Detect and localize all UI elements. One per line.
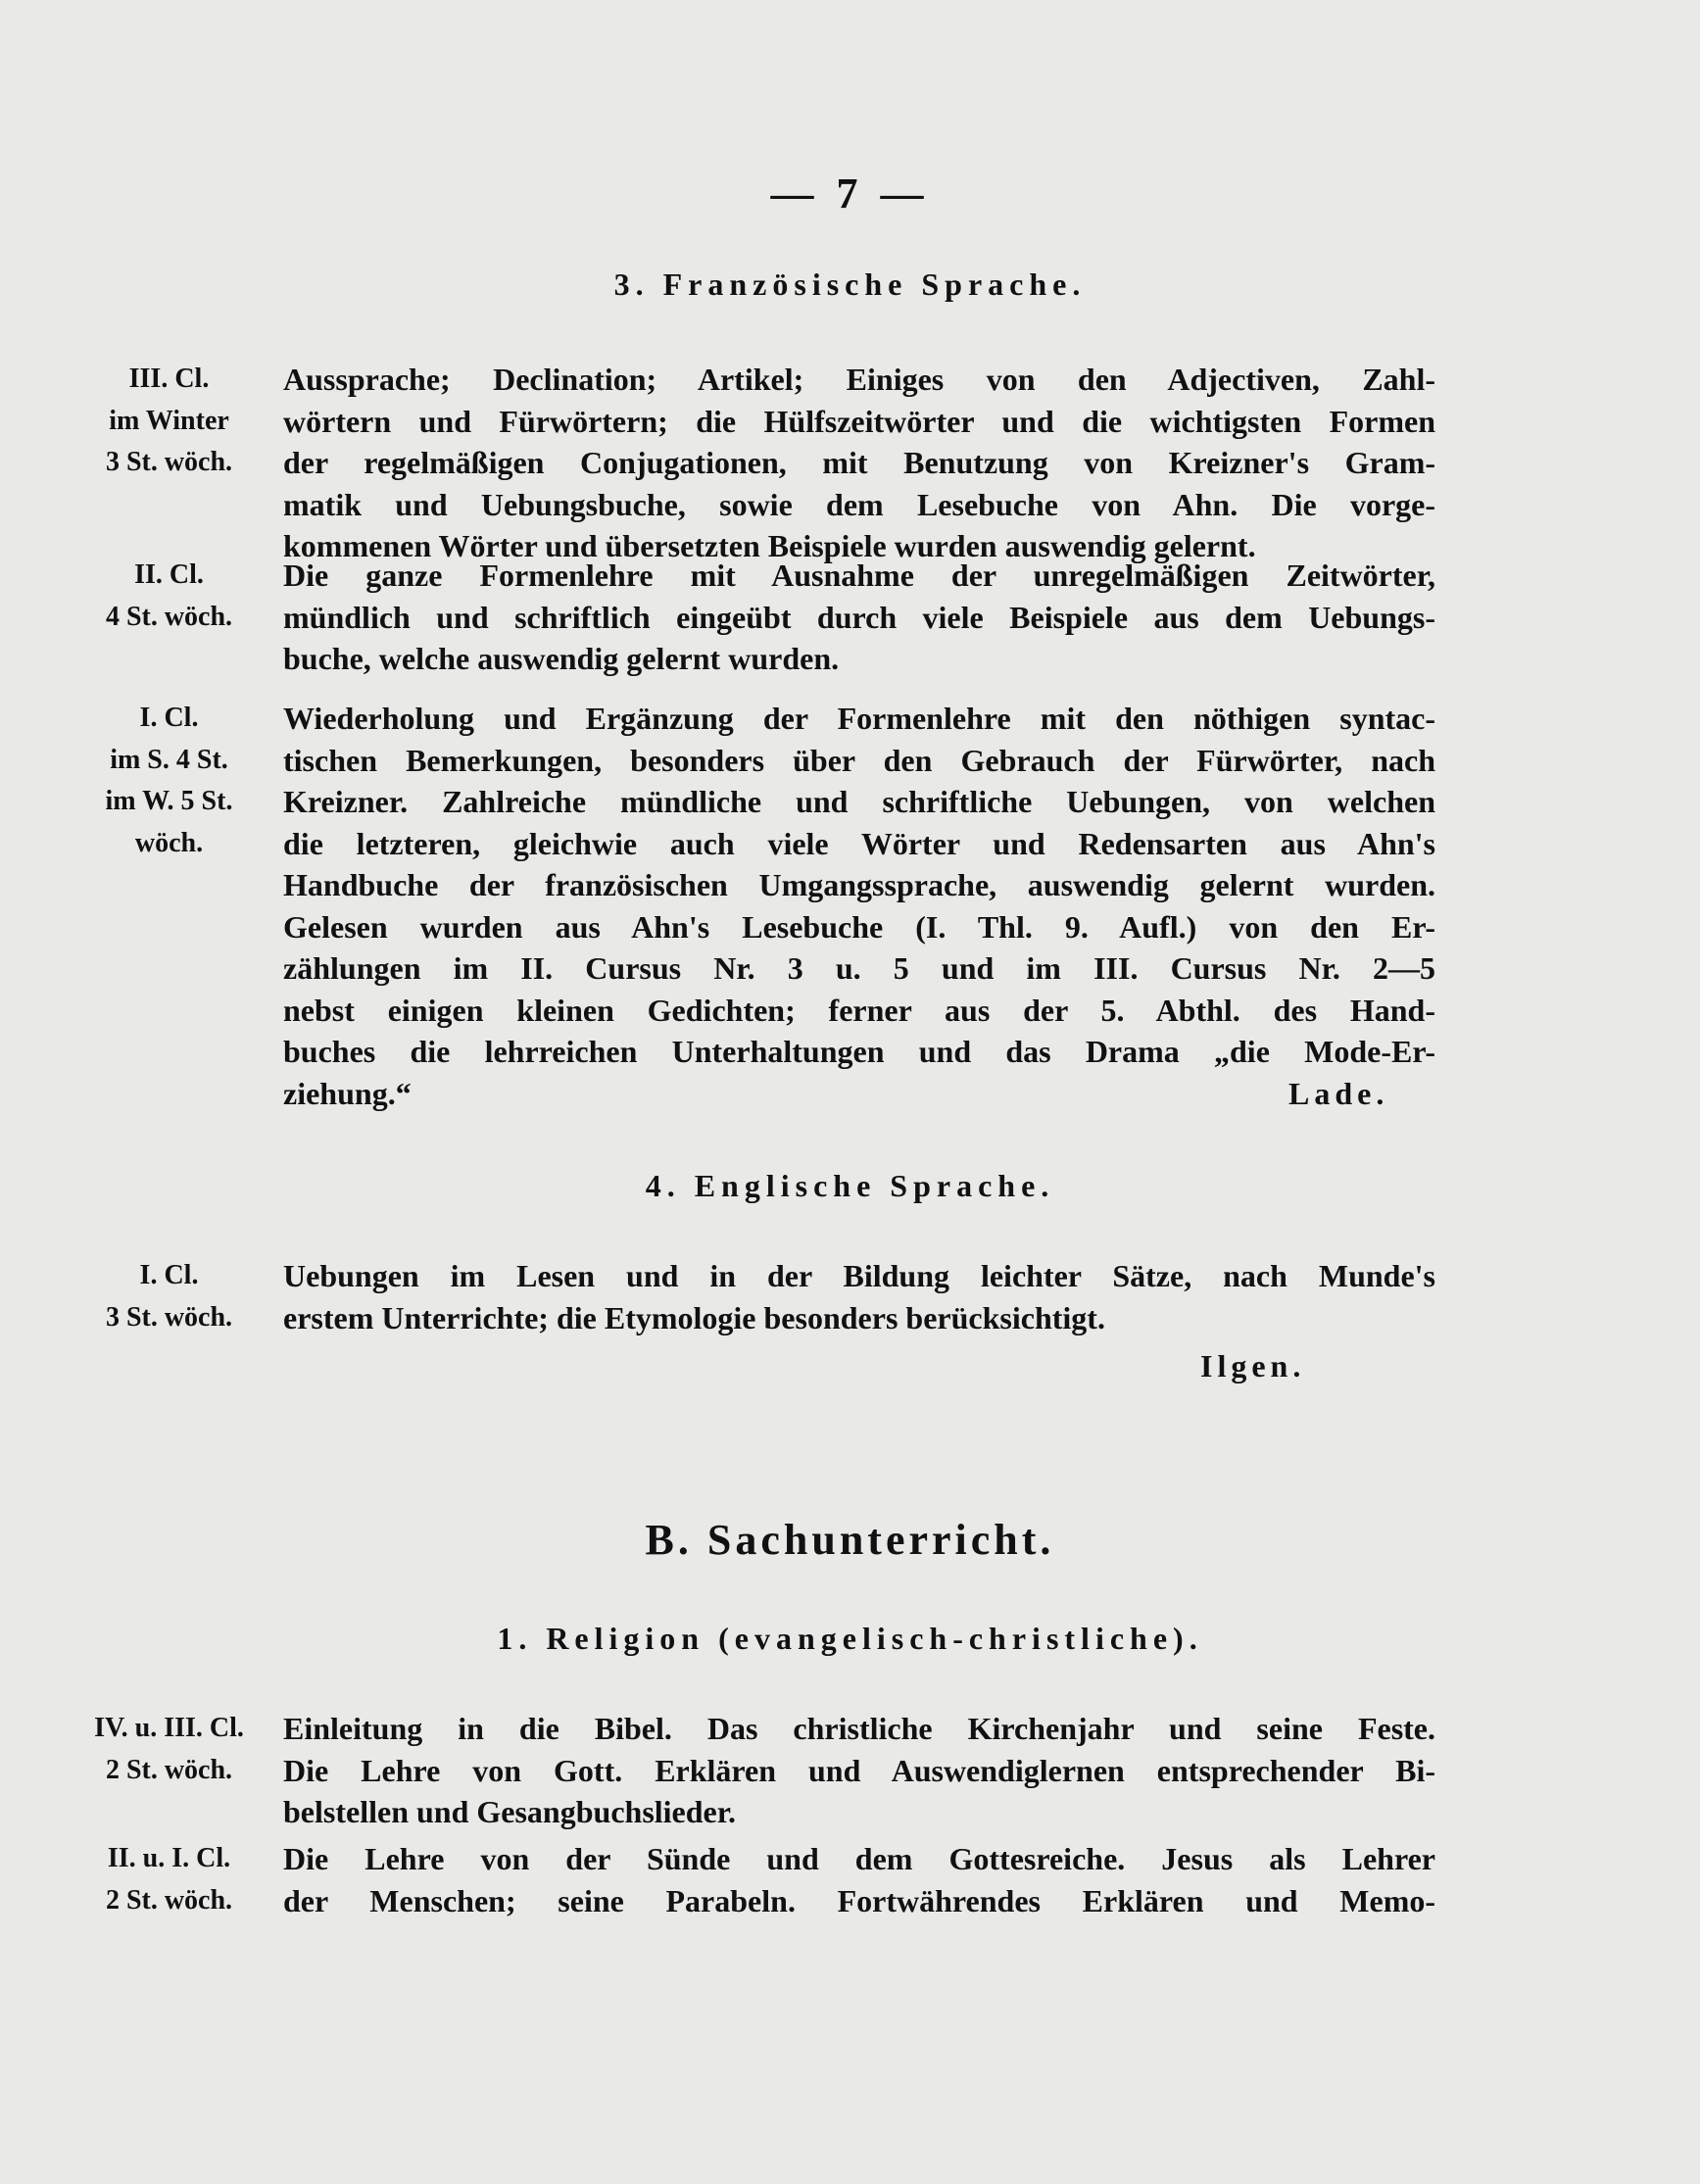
paragraph bbox=[283, 1708, 1435, 1833]
class-hours-label bbox=[69, 698, 269, 864]
class-hours-label bbox=[69, 555, 269, 638]
text-line: Kreizner. Zahlreiche mündliche und schriftliche Uebungen, von welchen bbox=[283, 784, 1435, 819]
class-hours-label bbox=[69, 1838, 269, 1921]
text-line: matik und Uebungsbuche, sowie dem Lesebuche von Ahn. Die vorge- bbox=[283, 486, 1435, 522]
paragraph bbox=[283, 359, 1435, 567]
section-heading-french: 3. Französische Sprache. bbox=[613, 267, 1087, 302]
text-line: Die Lehre von Gott. Erklären und Auswendiglernen entsprechender Bi- bbox=[283, 1752, 1435, 1788]
signature-ilgen: Ilgen. bbox=[1200, 1348, 1306, 1383]
text-line: der Menschen; seine Parabeln. Fortwährendes Erklären und Memo- bbox=[283, 1882, 1435, 1918]
text-line: belstellen und Gesangbuchslieder. bbox=[283, 1794, 737, 1829]
text-line: Einleitung in die Bibel. Das christliche Kirchenjahr und seine Feste. bbox=[283, 1711, 1435, 1746]
text-line: die letzteren, gleichwie auch viele Wörter und Redensarten aus Ahn's bbox=[283, 825, 1435, 861]
label-line: im W. 5 St. bbox=[105, 786, 233, 816]
paragraph bbox=[283, 698, 1435, 1114]
label-line: im Winter bbox=[109, 405, 229, 436]
text-line: nebst einigen kleinen Gedichten; ferner aus der 5. Abthl. des Hand- bbox=[283, 992, 1435, 1028]
text-line: mündlich und schriftlich eingeübt durch viele Beispiele aus dem Uebungs- bbox=[283, 599, 1435, 635]
section-heading-english: 4. Englische Sprache. bbox=[645, 1168, 1055, 1203]
label-line: 2 St. wöch. bbox=[105, 1884, 233, 1916]
text-line: Aussprache; Declination; Artikel; Einiges von den Adjectiven, Zahl- bbox=[283, 362, 1435, 397]
text-line: kommenen Wörter und übersetzten Beispiele wurden auswendig gelernt. bbox=[283, 528, 1256, 563]
text-line: Wiederholung und Ergänzung der Formenlehre mit den nöthigen syntac- bbox=[283, 701, 1435, 736]
text-line: zählungen im II. Cursus Nr. 3 u. 5 und im III. Cursus Nr. 2—5 bbox=[283, 950, 1435, 986]
text-line: wörtern und Fürwörtern; die Hülfszeitwörter und die wichtigsten Formen bbox=[283, 403, 1435, 439]
text-line: tischen Bemerkungen, besonders über den Gebrauch der Fürwörter, nach bbox=[283, 742, 1435, 778]
text-line: Die ganze Formenlehre mit Ausnahme der unregelmäßigen Zeitwörter, bbox=[283, 558, 1435, 593]
label-line: 4 St. wöch. bbox=[105, 601, 233, 632]
label-line: II. Cl. bbox=[134, 559, 204, 590]
label-line: im S. 4 St. bbox=[110, 744, 228, 775]
class-hours-label bbox=[69, 1255, 269, 1338]
label-line: IV. u. III. Cl. bbox=[94, 1713, 244, 1743]
label-line: I. Cl. bbox=[139, 703, 199, 733]
label-line: 3 St. wöch. bbox=[105, 447, 233, 477]
label-line: wöch. bbox=[134, 827, 204, 858]
text-line: Handbuche der französischen Umgangssprache, auswendig gelernt wurden. bbox=[283, 867, 1435, 902]
label-line: II. u. I. Cl. bbox=[107, 1843, 231, 1873]
paragraph bbox=[283, 1838, 1435, 1921]
text-line: buches die lehrreichen Unterhaltungen und das Drama „die Mode-Er- bbox=[283, 1034, 1435, 1069]
label-line: 2 St. wöch. bbox=[105, 1754, 233, 1785]
section-heading-sachunterricht: B. Sachunterricht. bbox=[645, 1516, 1055, 1564]
text-line: Die Lehre von der Sünde und dem Gottesreiche. Jesus als Lehrer bbox=[283, 1841, 1435, 1876]
text-line: buche, welche auswendig gelernt wurden. bbox=[283, 641, 840, 676]
label-line: I. Cl. bbox=[139, 1260, 199, 1290]
text-line: ziehung.“ bbox=[283, 1075, 412, 1111]
label-line: III. Cl. bbox=[128, 364, 210, 394]
class-hours-label bbox=[69, 1708, 269, 1791]
text-line: der regelmäßigen Conjugationen, mit Benutzung von Kreizner's Gram- bbox=[283, 445, 1435, 480]
page-number: — 7 — bbox=[770, 170, 930, 218]
paragraph bbox=[283, 555, 1435, 680]
paragraph bbox=[283, 1255, 1435, 1338]
signature-lade: Lade. bbox=[1288, 1076, 1389, 1111]
label-line: 3 St. wöch. bbox=[105, 1301, 233, 1333]
class-hours-label bbox=[69, 359, 269, 484]
text-line: erstem Unterrichte; die Etymologie besonders berücksichtigt. bbox=[283, 1299, 1105, 1335]
subheading-religion: 1. Religion (evangelisch-christliche). bbox=[497, 1621, 1203, 1656]
text-line: Gelesen wurden aus Ahn's Lesebuche (I. Thl. 9. Aufl.) von den Er- bbox=[283, 908, 1435, 945]
text-line: Uebungen im Lesen und in der Bildung leichter Sätze, nach Munde's bbox=[283, 1258, 1435, 1293]
